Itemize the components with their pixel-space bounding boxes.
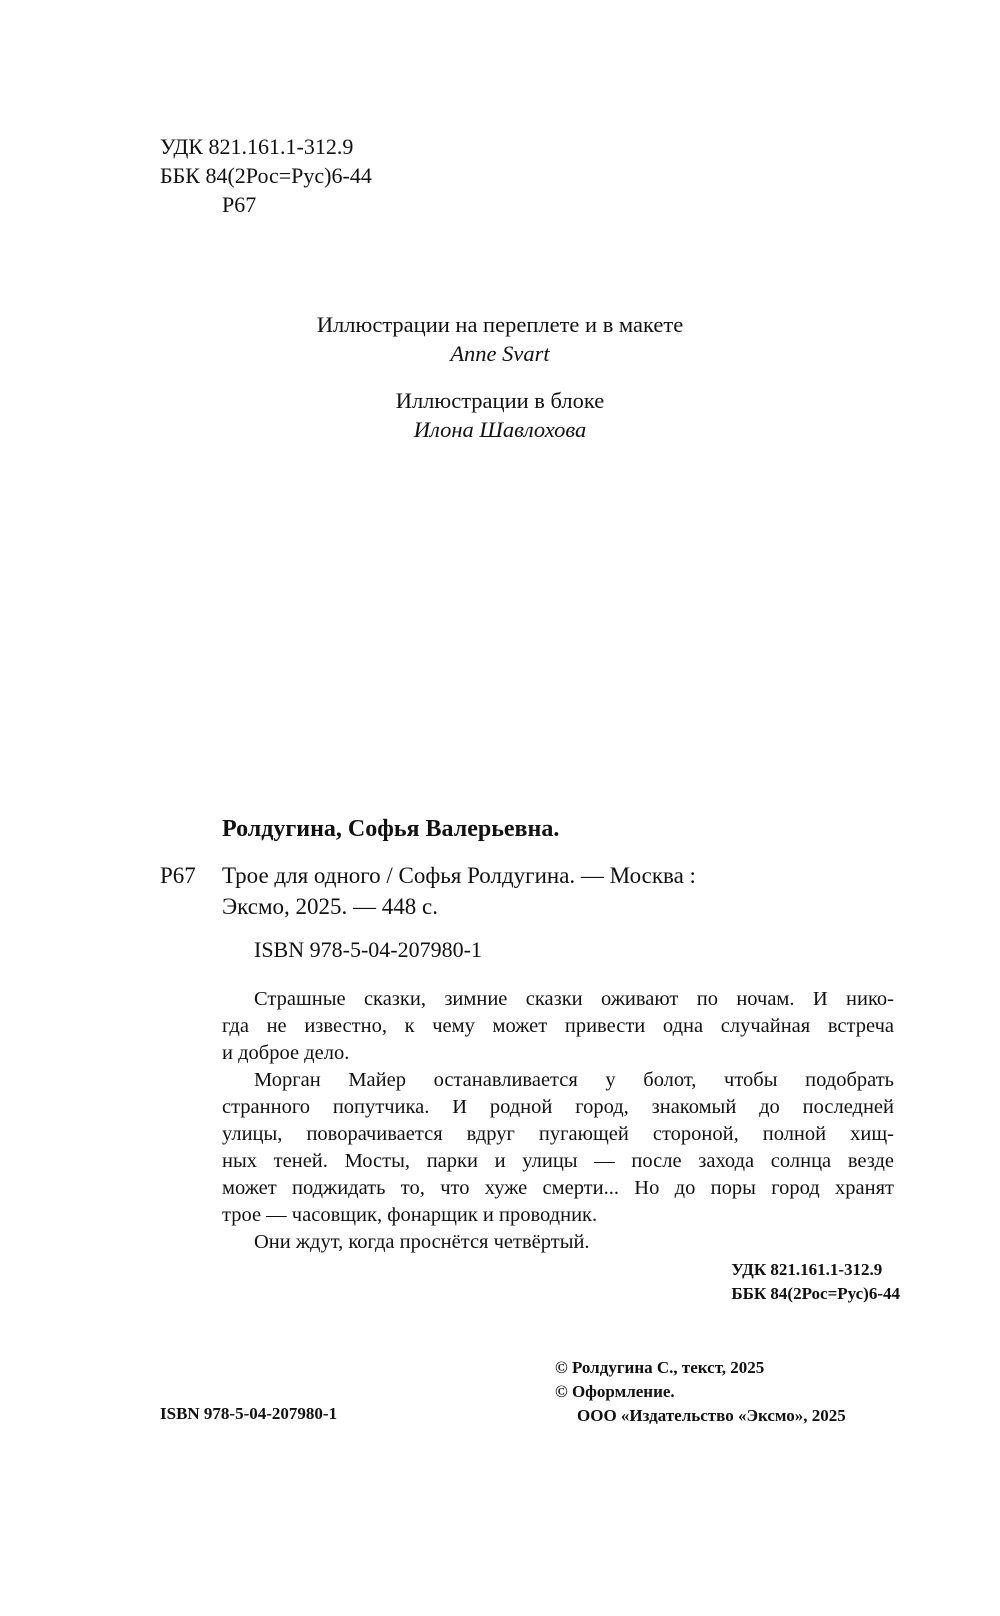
isbn-footer: ISBN 978-5-04-207980-1 (160, 1404, 338, 1423)
footer-classification (731, 1258, 900, 1306)
cover-illustrations-credit (0, 310, 1000, 368)
annotation-line: может поджидать то, что хуже смерти... Но до поры город хранят (222, 1177, 894, 1199)
copyright-block (555, 1356, 846, 1428)
copyright-publisher: ООО «Издательство «Эксмо», 2025 (577, 1406, 846, 1425)
footer-bbk: ББК 84(2Рос=Рус)6-44 (731, 1284, 900, 1303)
annotation-line: и доброе дело. (222, 1042, 350, 1064)
annotation-line: ных теней. Мосты, парки и улицы — после захода солнца везде (222, 1150, 894, 1172)
annotation-line: Они ждут, когда проснётся четвёртый. (254, 1231, 590, 1253)
credit-name: Илона Шавлохова (413, 417, 587, 442)
annotation-line: улицы, поворачивается вдруг пугающей стороной, полной хищ- (222, 1123, 894, 1145)
annotation-line: гда не известно, к чему может привести одна случайная встреча (222, 1015, 894, 1037)
credit-role: Иллюстрации на переплете и в макете (316, 312, 684, 337)
annotation-line: странного попутчика. И родной город, знакомый до последней (222, 1096, 894, 1118)
isbn-main: ISBN 978-5-04-207980-1 (254, 937, 482, 962)
copyright-design: © Оформление. (555, 1382, 675, 1401)
annotation-line: Морган Майер останавливается у болот, чтобы подобрать (254, 1069, 894, 1091)
inner-illustrations-credit (0, 386, 1000, 444)
author-sign: Р67 (222, 192, 257, 217)
annotation-line: Страшные сказки, зимние сказки оживают по ночам. И нико- (254, 988, 894, 1010)
biblio-line-1: Трое для одного / Софья Ролдугина. — Москва : (222, 863, 696, 888)
udk-code: УДК 821.161.1-312.9 (160, 134, 354, 159)
credit-name: Anne Svart (450, 341, 550, 366)
copyright-text: © Ролдугина С., текст, 2025 (555, 1358, 765, 1377)
credit-role: Иллюстрации в блоке (395, 388, 605, 413)
footer-udk: УДК 821.161.1-312.9 (731, 1260, 883, 1279)
biblio-author-sign: Р67 (160, 863, 196, 888)
author-heading: Ролдугина, Софья Валерьевна. (222, 816, 560, 842)
annotation-line: трое — часовщик, фонарщик и проводник. (222, 1204, 598, 1226)
bbk-code: ББК 84(2Рос=Рус)6-44 (160, 163, 372, 188)
annotation (222, 986, 894, 1256)
classification-block (160, 132, 372, 219)
biblio-line-2: Эксмо, 2025. — 448 с. (222, 894, 439, 919)
bibliographic-record (160, 860, 900, 922)
